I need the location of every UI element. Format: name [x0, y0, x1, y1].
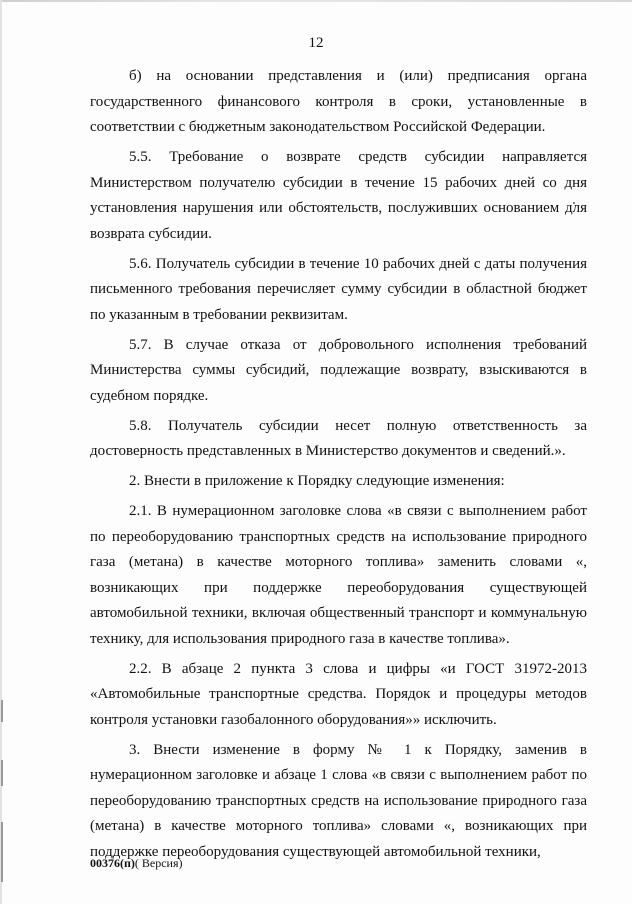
footer-code: 00376(п): [90, 856, 135, 870]
paragraph-2-1: 2.1. В нумерационном заголовке слова «в связи с выполнением работ по переоборудованию транспортных средств на использование природного газа (метана) в качестве моторного топлива» заменить словами «, возникающих при поддержке переоборудования существующей автомобильной техники, включая общественный транспорт и коммунальную технику, для использования природного газа в качестве топлива».: [90, 503, 587, 647]
paragraph-b: б) на основании представления и (или) предписания органа государственного финансового контроля в сроки, установленные в соответствии с бюджетным законодательством Российской Федерации.: [90, 68, 587, 135]
paragraph-5-8: 5.8. Получатель субсидии несет полную ответственность за достоверность представленных в Министерство документов и сведений.».: [90, 417, 587, 459]
footer: [90, 856, 183, 871]
paragraph-5-6: 5.6. Получатель субсидии в течение 10 рабочих дней с даты получения письменного требования перечисляет сумму субсидии в областной бюджет по указанным в требовании реквизитам.: [90, 255, 587, 323]
scan-artifact: [1, 822, 3, 882]
page-number: 12: [308, 35, 324, 51]
scan-edge-top: [0, 0, 632, 2]
footer-version: ( Версия): [134, 856, 183, 870]
scan-artifact: [1, 760, 3, 786]
paragraph-2-2: 2.2. В абзаце 2 пункта 3 слова и цифры «и ГОСТ 31972-2013 «Автомобильные транспортные средства. Порядок и процедуры методов контроля установки газобалонного оборудования»» исключить.: [90, 660, 587, 728]
paragraph-5-7: 5.7. В случае отказа от добровольного исполнения требований Министерства суммы субсидий, подлежащие возврату, взыскиваются в судебном порядке.: [90, 336, 587, 404]
paragraph-3: 3. Внести изменение в форму № 1 к Порядку, заменив в нумерационном заголовке и абзаце 1 слова «в связи с выполнением работ по переоборудованию транспортных средств на использование природного газа (метана) в качестве моторного топлива» словами «, возникающих при поддержке переоборудования существующей автомобильной техники,: [90, 741, 587, 860]
document-body: [90, 64, 587, 870]
scan-artifact: [1, 700, 3, 722]
paragraph-5-5: 5.5. Требование о возврате средств субсидии направляется Министерством получателю субсидии в течение 15 рабочих дней со дня установления нарушения или обстоятельств, послуживших основанием для возврата субсидии.: [90, 149, 587, 242]
paragraph-2: 2. Внести в приложение к Порядку следующие изменения:: [129, 473, 505, 489]
